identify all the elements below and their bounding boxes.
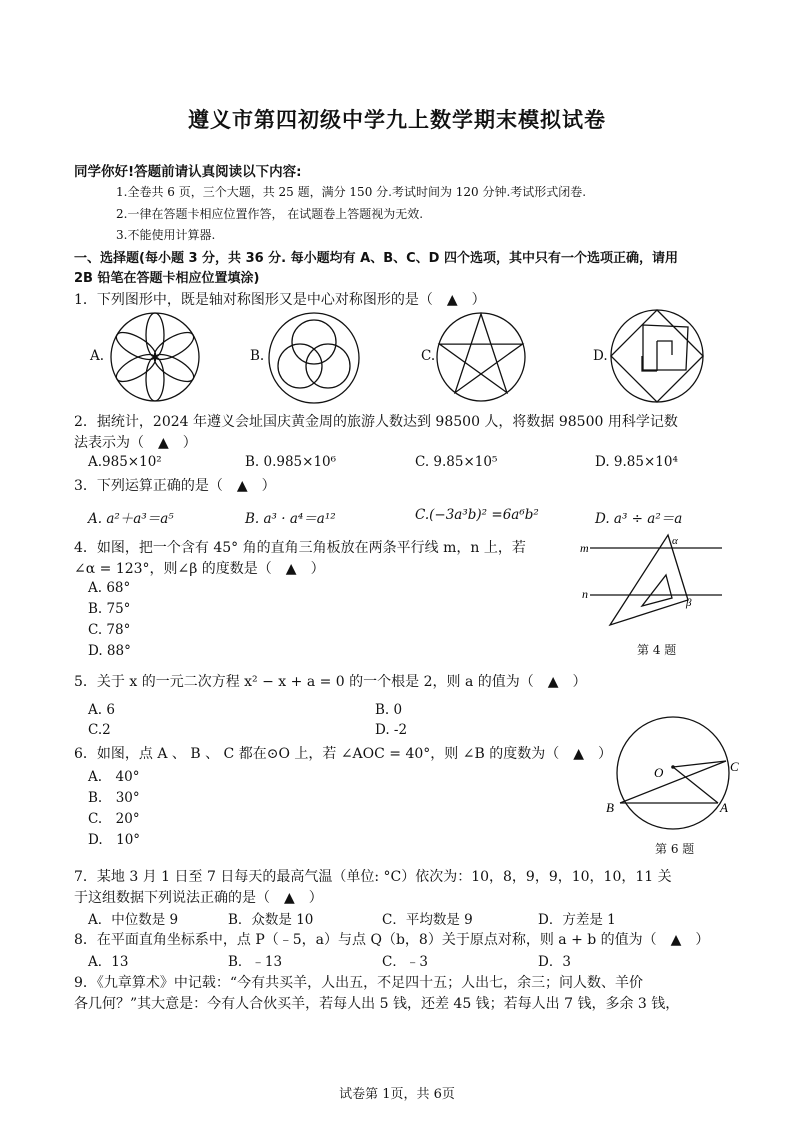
q1-figure-d-pinwheel	[608, 307, 706, 405]
q6-option-a: A. 40°	[88, 769, 140, 785]
section-heading-line-1: 一、选择题(每小题 3 分，共 36 分. 每小题均有 A、B、C、D 四个选项，其中只有一个选项正确，请用	[74, 251, 678, 266]
question-6-stem: 6．如图，点 A 、 B 、 C 都在⊙O 上，若 ∠AOC = 40°，则 ∠B 的度数为（ ▲ ）	[74, 746, 612, 762]
question-7-line-1: 7．某地 3 月 1 日至 7 日每天的最高气温（单位: °C）依次为：10，8，9，9，10，10，11 关	[74, 869, 672, 885]
q1-option-d-label: D.	[593, 348, 608, 364]
section-heading-line-2: 2B 铅笔在答题卡相应位置填涂)	[74, 271, 260, 286]
question-9-line-1: 9．《九章算术》中记载：“今有共买羊，人出五，不足四十五；人出七，余三；问人数、羊价	[74, 975, 644, 991]
notice-item-3: 3.不能使用计算器.	[116, 228, 216, 242]
q5-option-a: A. 6	[88, 702, 115, 718]
question-4-line-1: 4．如图，把一个含有 45° 角的直角三角板放在两条平行线 m，n 上，若	[74, 540, 526, 556]
q4-figure-parallel-lines-triangle	[580, 530, 725, 630]
q6-caption: 第 6 题	[655, 842, 695, 856]
q5-option-c: C.2	[88, 722, 111, 738]
q1-figure-b-circles	[266, 310, 362, 406]
q4-label-alpha: α	[672, 535, 678, 547]
notice-item-2: 2.一律在答题卡相应位置作答， 在试题卷上答题视为无效.	[116, 207, 424, 221]
q2-option-c: C. 9.85×10⁵	[415, 454, 498, 470]
q3-option-b: B. a³ · a⁴＝a¹²	[245, 511, 336, 527]
q6-label-b: B	[606, 800, 614, 815]
q2-option-b: B. 0.985×10⁶	[245, 454, 337, 470]
q4-option-a: A. 68°	[88, 580, 131, 596]
question-1-stem: 1．下列图形中，既是轴对称图形又是中心对称图形的是（ ▲ ）	[74, 292, 486, 308]
q5-option-b: B. 0	[375, 702, 403, 718]
q7-option-c: C．平均数是 9	[382, 912, 473, 928]
notice-item-1: 1.全卷共 6 页，三个大题，共 25 题，满分 150 分.考试时间为 120 分钟.考试形式闭卷.	[116, 185, 587, 199]
q6-label-c: C	[730, 759, 739, 774]
q4-option-c: C. 78°	[88, 622, 131, 638]
q6-option-b: B. 30°	[88, 790, 140, 806]
q1-option-a-label: A.	[90, 348, 105, 364]
q2-option-a: A.985×10²	[88, 454, 162, 470]
q6-figure-circle	[598, 715, 748, 835]
q8-option-c: C．﹣3	[382, 954, 428, 970]
q8-option-b: B．﹣13	[228, 954, 283, 970]
q7-option-b: B．众数是 10	[228, 912, 314, 928]
question-4-line-2: ∠α = 123°，则∠β 的度数是（ ▲ ）	[74, 561, 325, 577]
q4-option-b: B. 75°	[88, 601, 131, 617]
q3-option-c: C.(−3a³b)² =6a⁶b²	[415, 507, 539, 523]
q6-option-d: D. 10°	[88, 832, 141, 848]
q1-figure-c-star	[434, 310, 528, 404]
question-7-line-2: 于这组数据下列说法正确的是（ ▲ ）	[74, 890, 323, 906]
question-8-stem: 8．在平面直角坐标系中，点 P（﹣5，a）与点 Q（b，8）关于原点对称，则 a + b 的值为（ ▲ ）	[74, 932, 710, 948]
q6-label-a: A	[720, 800, 728, 815]
question-2-line-1: 2．据统计，2024 年遵义会址国庆黄金周的旅游人数达到 98500 人，将数据 98500 用科学记数	[74, 414, 678, 430]
q7-option-a: A．中位数是 9	[88, 912, 179, 928]
q3-option-d: D. a³ ÷ a²＝a	[595, 511, 683, 527]
q4-label-m: m	[580, 541, 589, 555]
q5-option-d: D. -2	[375, 722, 408, 738]
notice-heading: 同学你好!答题前请认真阅读以下内容:	[74, 164, 302, 180]
page-footer: 试卷第 1页，共 6页	[339, 1087, 455, 1102]
q1-option-c-label: C.	[421, 348, 436, 364]
q4-option-d: D. 88°	[88, 643, 131, 659]
q3-option-a: A. a²＋a³＝a⁵	[88, 511, 174, 527]
q6-option-c: C. 20°	[88, 811, 140, 827]
q4-caption: 第 4 题	[637, 643, 677, 657]
question-2-line-2: 法表示为（ ▲ ）	[74, 435, 197, 451]
q6-label-o: O	[654, 765, 664, 780]
question-3-stem: 3．下列运算正确的是（ ▲ ）	[74, 478, 276, 494]
q4-label-beta: β	[686, 597, 692, 609]
page-title: 遵义市第四初级中学九上数学期末模拟试卷	[188, 108, 606, 132]
question-9-line-2: 各几何？”其大意是：今有人合伙买羊，若每人出 5 钱，还差 45 钱；若每人出 7 钱，多余 3 钱，	[74, 996, 680, 1012]
q2-option-d: D. 9.85×10⁴	[595, 454, 678, 470]
q8-option-d: D．3	[538, 954, 571, 970]
question-5-stem: 5．关于 x 的一元二次方程 x² − x + a = 0 的一个根是 2，则 a 的值为（ ▲ ）	[74, 674, 587, 690]
q4-label-n: n	[582, 587, 588, 601]
q7-option-d: D．方差是 1	[538, 912, 616, 928]
q1-option-b-label: B.	[250, 348, 265, 364]
q8-option-a: A．13	[88, 954, 129, 970]
q1-figure-a-flower	[108, 310, 202, 404]
